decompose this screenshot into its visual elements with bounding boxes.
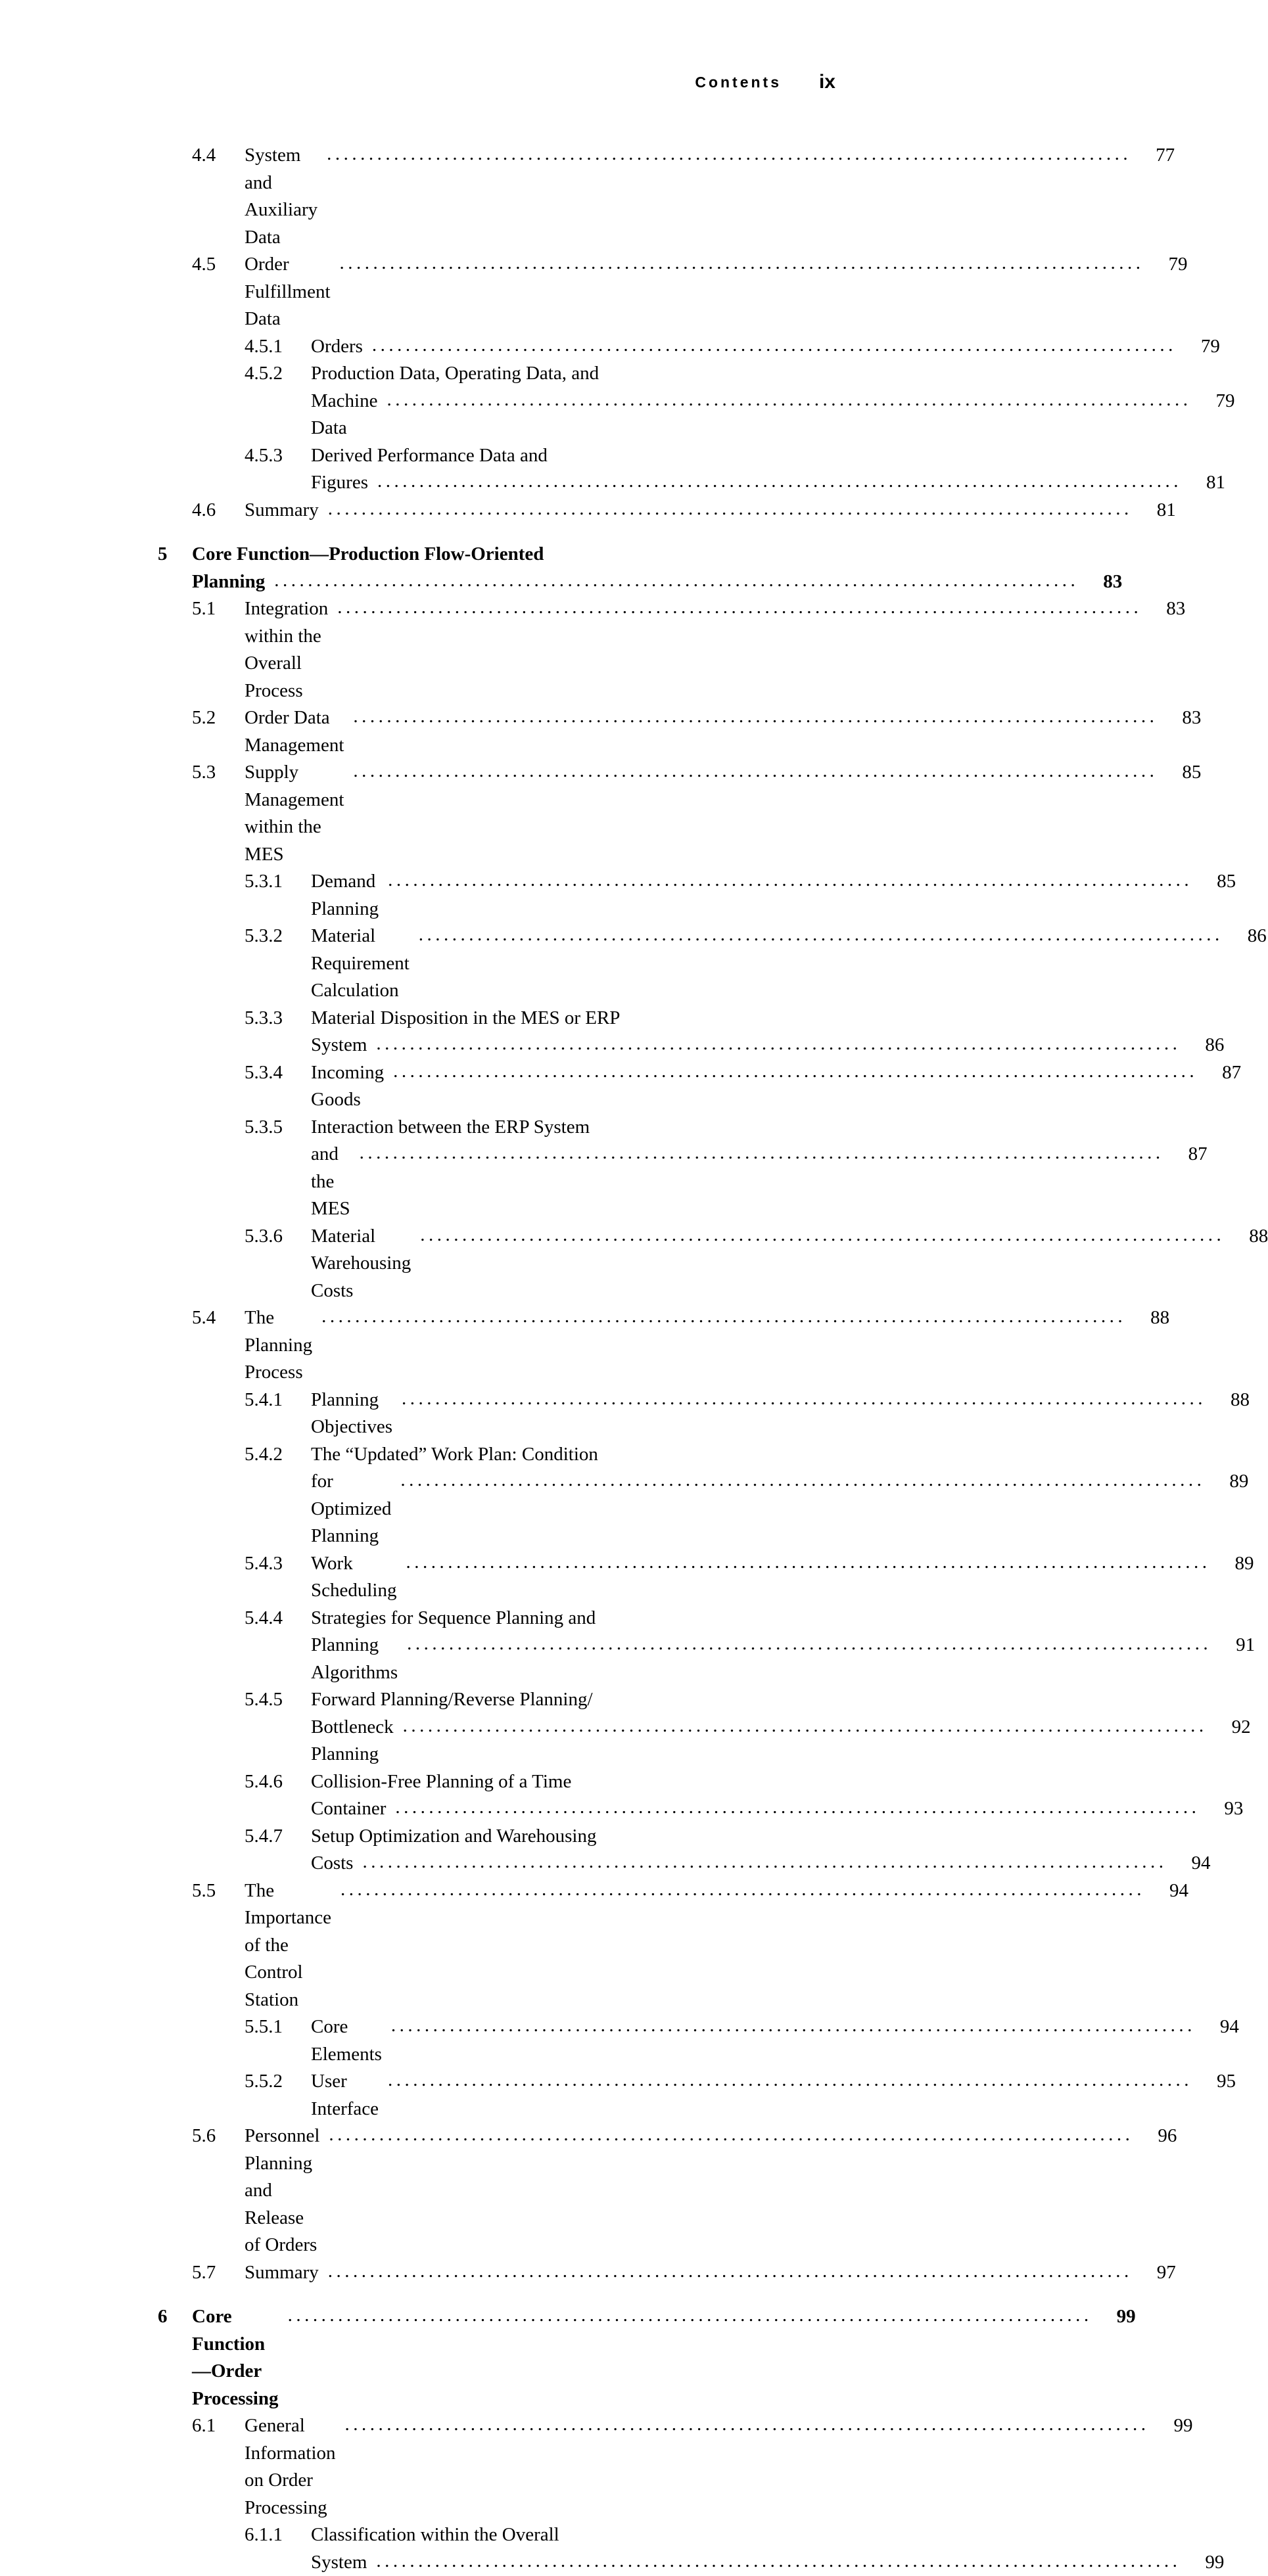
toc-entry-title: Setup Optimization and Warehousing [311,1823,596,1851]
toc-entry-title: System and Auxiliary Data [245,142,317,251]
toc-entry-number: 5.4.4 [245,1605,311,1632]
toc-leader-dots [393,1058,1198,1086]
toc-entry-title: Core Elements [311,2013,382,2068]
toc-leader-dots [328,2258,1133,2286]
toc-entry-number: 5.3.5 [245,1114,311,1141]
toc-entry-title: Material Requirement Calculation [311,923,410,1005]
toc-leader-dots [360,1139,1164,1167]
toc-entry-title: Supply Management within the MES [245,759,344,868]
toc-entry-number: 5.3 [192,759,245,787]
toc-entry[interactable] [158,1850,789,1877]
page-folio: ix [819,71,835,93]
toc-leader-dots [395,1794,1200,1822]
toc-entry-page-number: 92 [1214,1714,1251,1741]
toc-entry-title: Summary [245,497,319,524]
toc-entry-page-number: 99 [1099,2303,1136,2331]
toc-entry[interactable] [158,1223,789,1305]
toc-leader-dots [288,2302,1092,2330]
toc-entry-title: Order Fulfillment Data [245,251,331,333]
toc-leader-dots [400,1467,1205,1494]
table-of-contents [158,142,789,2576]
toc-entry-title: General Information on Order Processing [245,2412,336,2521]
toc-entry-title: The Planning Process [245,1304,312,1387]
toc-entry-title: Order Data Management [245,704,344,759]
toc-entry-title: The Importance of the Control Station [245,1877,331,2014]
toc-entry-number: 5.2 [192,704,245,732]
toc-entry[interactable] [158,1795,789,1823]
toc-entry-page-number: 97 [1139,2259,1176,2287]
toc-entry[interactable] [158,442,789,470]
toc-entry-number: 5.4 [192,1304,245,1332]
toc-leader-dots [340,250,1144,277]
toc-leader-dots [403,1713,1208,1740]
toc-leader-dots [362,1849,1167,1876]
toc-entry-title: User Interface [311,2068,379,2123]
toc-leader-dots [402,1385,1206,1413]
toc-entry-page-number: 83 [1085,568,1122,596]
toc-entry[interactable] [158,868,789,923]
toc-entry[interactable] [158,1877,789,2014]
toc-entry[interactable] [158,333,789,361]
toc-entry[interactable] [158,1141,789,1223]
toc-leader-dots [372,332,1177,359]
toc-leader-dots [407,1630,1211,1658]
toc-entry-title: Figures [311,469,368,497]
toc-entry-title: Summary [245,2259,319,2287]
toc-entry[interactable] [158,2013,789,2068]
toc-entry-title: Planning Algorithms [311,1632,398,1686]
toc-entry[interactable] [158,360,789,388]
toc-entry[interactable] [158,1686,789,1714]
toc-entry-number: 4.6 [192,497,245,524]
toc-entry-title: for Optimized Planning [311,1468,391,1550]
toc-entry[interactable] [158,568,789,596]
toc-entry[interactable] [158,251,789,333]
toc-entry-title: Demand Planning [311,868,379,923]
toc-leader-dots [274,567,1079,595]
toc-entry-number: 4.5.1 [245,333,311,361]
toc-leader-dots [388,867,1192,894]
toc-leader-dots [353,703,1158,731]
toc-entry-number: 5.4.6 [245,1768,311,1796]
toc-entry-number: 6 [158,2303,192,2331]
toc-entry-number: 5.4.5 [245,1686,311,1714]
toc-entry-number: 5.3.4 [245,1059,311,1087]
toc-entry-number: 5.4.1 [245,1387,311,1414]
toc-leader-dots [328,495,1133,523]
toc-leader-dots [387,386,1191,414]
toc-entry[interactable] [158,2549,789,2576]
toc-entry-page-number: 88 [1231,1223,1268,1251]
toc-entry-number: 5.4.3 [245,1550,311,1578]
toc-entry-page-number: 96 [1140,2123,1177,2150]
toc-entry[interactable] [158,2123,789,2259]
toc-entry-page-number: 91 [1218,1632,1255,1659]
toc-entry-title: Derived Performance Data and [311,442,548,470]
toc-entry-number: 5.3.3 [245,1005,311,1032]
toc-entry-page-number: 79 [1198,388,1234,415]
toc-entry[interactable] [158,469,789,497]
toc-leader-dots [345,2411,1150,2439]
toc-entry[interactable] [158,1550,789,1605]
toc-entry[interactable] [158,759,789,868]
running-head [0,74,867,100]
toc-entry[interactable] [158,1387,789,1441]
toc-entry-page-number: 83 [1164,704,1201,732]
running-head-title: Contents [695,74,782,91]
toc-entry-title: Strategies for Sequence Planning and [311,1605,596,1632]
toc-entry-number: 5 [158,541,192,568]
toc-entry-number: 5.5.2 [245,2068,311,2096]
toc-entry-title: Costs [311,1850,353,1877]
toc-leader-dots [388,2067,1192,2094]
toc-entry-title: Machine Data [311,388,377,442]
toc-entry[interactable] [158,388,789,442]
toc-entry-page-number: 89 [1217,1550,1254,1578]
toc-entry-number: 5.3.6 [245,1223,311,1251]
toc-entry-title: Core Function—Order Processing [192,2303,279,2412]
toc-entry-title: System [311,2549,367,2576]
toc-leader-dots [321,1303,1126,1331]
toc-entry-number: 5.5 [192,1877,245,1905]
toc-entry-number: 5.4.7 [245,1823,311,1851]
toc-entry[interactable] [158,704,789,759]
toc-entry-title: Core Function—Production Flow-Oriented [192,541,544,568]
toc-entry[interactable] [158,1605,789,1632]
toc-entry-page-number: 85 [1164,759,1201,787]
toc-entry-title: and the MES [311,1141,350,1223]
toc-entry-page-number: 81 [1188,469,1225,497]
toc-entry-page-number: 86 [1230,923,1267,950]
toc-leader-dots [377,468,1182,495]
toc-entry[interactable] [158,923,789,1005]
toc-entry-page-number: 94 [1202,2013,1239,2041]
toc-entry-page-number: 86 [1187,1032,1224,1059]
toc-entry-number: 4.5.3 [245,442,311,470]
toc-entry-number: 4.5 [192,251,245,279]
toc-entry[interactable] [158,1059,789,1114]
toc-entry-number: 5.3.1 [245,868,311,896]
toc-entry[interactable] [158,1632,789,1686]
toc-entry-number: 5.6 [192,2123,245,2150]
toc-entry-page-number: 77 [1138,142,1175,170]
toc-leader-dots [376,2548,1181,2575]
toc-leader-dots [340,1876,1145,1904]
toc-entry[interactable] [158,1032,789,1059]
toc-entry[interactable] [158,2303,789,2412]
toc-entry-page-number: 79 [1183,333,1220,361]
toc-entry[interactable] [158,1441,789,1469]
toc-leader-dots [329,2121,1133,2149]
toc-entry[interactable] [158,142,789,251]
toc-entry-number: 5.3.2 [245,923,311,950]
toc-entry-title: Personnel Planning and Release of Orders [245,2123,319,2259]
toc-entry-page-number: 87 [1171,1141,1208,1168]
toc-entry-title: Classification within the Overall [311,2521,559,2549]
toc-entry-page-number: 94 [1152,1877,1188,1905]
toc-entry[interactable] [158,497,789,524]
toc-entry-number: 5.1 [192,595,245,623]
toc-entry-number: 6.1.1 [245,2521,311,2549]
toc-entry-number: 5.5.1 [245,2013,311,2041]
toc-entry-number: 4.4 [192,142,245,170]
toc-entry-page-number: 89 [1211,1468,1248,1496]
toc-entry-title: Material Disposition in the MES or ERP [311,1005,620,1032]
toc-entry-page-number: 88 [1213,1387,1250,1414]
toc-entry[interactable] [158,1714,789,1768]
toc-entry[interactable] [158,2259,789,2287]
toc-entry[interactable] [158,1468,789,1550]
toc-entry-title: Collision-Free Planning of a Time [311,1768,571,1796]
toc-entry-title: Material Warehousing Costs [311,1223,411,1305]
toc-entry-title: Planning [192,568,265,596]
toc-entry[interactable] [158,2068,789,2123]
toc-leader-dots [406,1549,1210,1576]
toc-entry[interactable] [158,595,789,704]
toc-entry-page-number: 99 [1187,2549,1224,2576]
toc-leader-dots [419,921,1223,949]
toc-entry-title: Forward Planning/Reverse Planning/ [311,1686,593,1714]
toc-leader-dots [327,141,1131,168]
toc-entry[interactable] [158,1005,789,1032]
toc-entry-number: 5.4.2 [245,1441,311,1469]
toc-entry-page-number: 95 [1199,2068,1236,2096]
toc-entry-page-number: 87 [1204,1059,1241,1087]
toc-entry-number: 6.1 [192,2412,245,2440]
toc-entry-page-number: 79 [1151,251,1188,279]
toc-entry-title: Production Data, Operating Data, and [311,360,599,388]
toc-entry[interactable] [158,1768,789,1796]
toc-entry-page-number: 93 [1206,1795,1243,1823]
toc-entry-title: Bottleneck Planning [311,1714,394,1768]
toc-entry[interactable] [158,1304,789,1387]
toc-entry-title: Integration within the Overall Process [245,595,328,704]
toc-page [0,0,867,1475]
toc-entry-title: Planning Objectives [311,1387,392,1441]
toc-entry-page-number: 83 [1148,595,1185,623]
toc-entry[interactable] [158,1114,789,1141]
toc-leader-dots [353,758,1158,785]
toc-leader-dots [337,594,1142,622]
toc-entry[interactable] [158,2521,789,2549]
toc-entry-title: System [311,1032,367,1059]
toc-leader-dots [376,1030,1181,1058]
toc-entry-number: 4.5.2 [245,360,311,388]
toc-entry-page-number: 81 [1139,497,1176,524]
toc-leader-dots [420,1222,1225,1249]
toc-entry-title: Work Scheduling [311,1550,396,1605]
toc-leader-dots [391,2012,1196,2040]
toc-entry-page-number: 88 [1133,1304,1169,1332]
toc-entry-page-number: 94 [1173,1850,1210,1877]
toc-entry-number: 5.7 [192,2259,245,2287]
toc-entry[interactable] [158,1823,789,1851]
toc-entry-page-number: 99 [1156,2412,1193,2440]
toc-entry[interactable] [158,2412,789,2521]
toc-entry-title: The “Updated” Work Plan: Condition [311,1441,598,1469]
toc-entry-title: Interaction between the ERP System [311,1114,590,1141]
toc-entry-title: Incoming Goods [311,1059,384,1114]
toc-entry-title: Orders [311,333,363,361]
toc-entry-title: Container [311,1795,386,1823]
toc-entry-page-number: 85 [1199,868,1236,896]
toc-entry[interactable] [158,541,789,568]
